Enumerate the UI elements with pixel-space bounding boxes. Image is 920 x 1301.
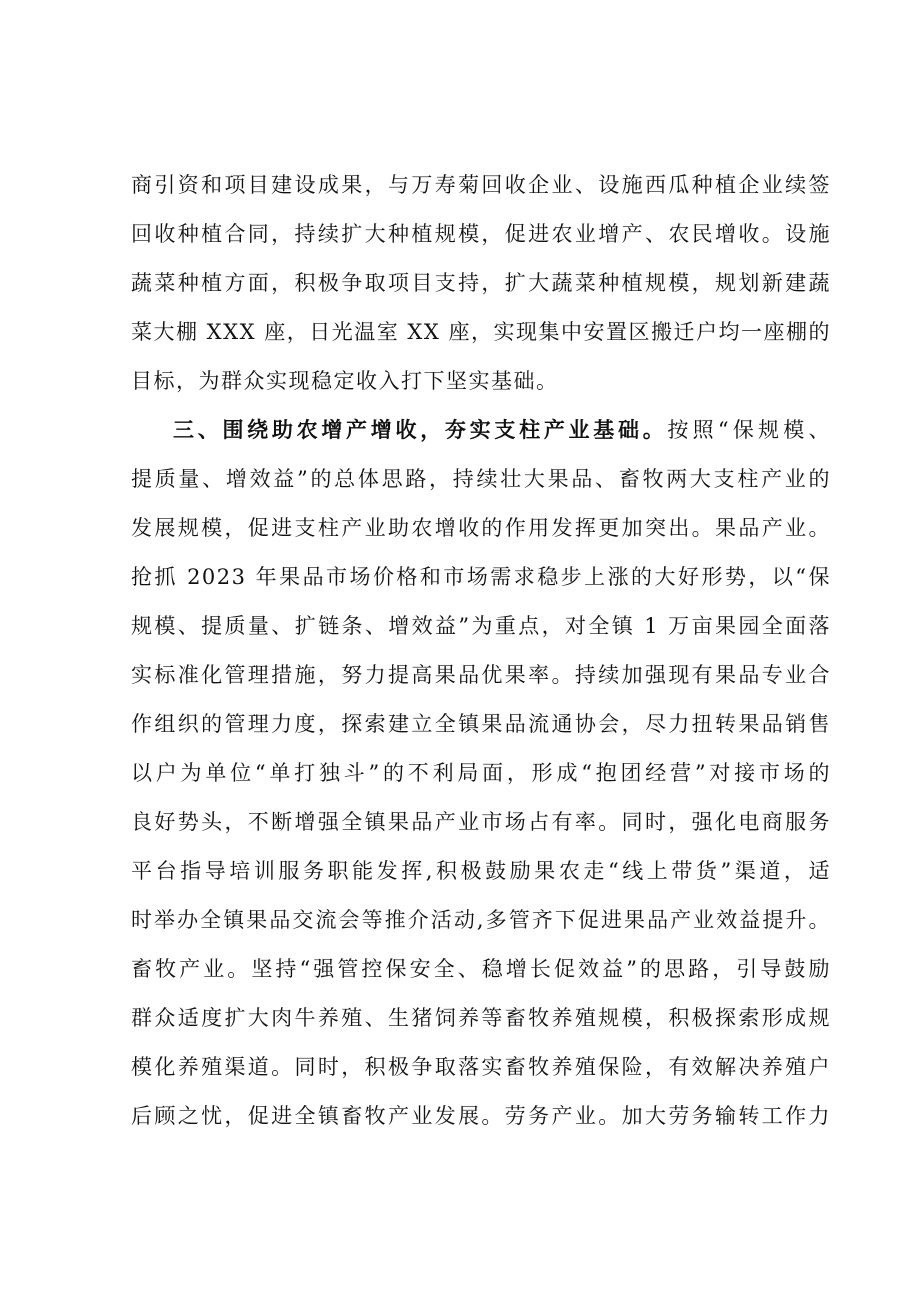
section-heading: 三、围绕助农增产增收，夯实支柱产业基础。 bbox=[173, 418, 668, 442]
paragraph-line: 商引资和项目建设成果，与万寿菊回收企业、设施西瓜种植企业续签 bbox=[131, 173, 831, 197]
paragraph-line: 目标，为群众实现稳定收入打下坚实基础。 bbox=[131, 369, 559, 393]
paragraph-line: 后顾之忧，促进全镇畜牧产业发展。劳务产业。加大劳务输转工作力 bbox=[131, 1104, 831, 1128]
paragraph-line: 抢抓 2023 年果品市场价格和市场需求稳步上涨的大好形势，以“保 bbox=[131, 565, 831, 589]
paragraph-line: 模化养殖渠道。同时，积极争取落实畜牧养殖保险，有效解决养殖户 bbox=[131, 1055, 831, 1079]
paragraph-text: 按照“保规模、 bbox=[667, 418, 831, 442]
paragraph-line: 作组织的管理力度，探索建立全镇果品流通协会，尽力扭转果品销售 bbox=[131, 712, 831, 736]
paragraph-line: 发展规模，促进支柱产业助农增收的作用发挥更加突出。果品产业。 bbox=[131, 516, 831, 540]
paragraph-line: 规模、提质量、扩链条、增效益”为重点，对全镇 1 万亩果园全面落 bbox=[131, 614, 831, 638]
paragraph-line: 以户为单位“单打独斗”的不利局面，形成“抱团经营”对接市场的 bbox=[131, 761, 831, 785]
body-text bbox=[131, 161, 831, 1141]
paragraph-line: 提质量、增效益”的总体思路，持续壮大果品、畜牧两大支柱产业的 bbox=[131, 467, 831, 491]
paragraph-line: 实标准化管理措施，努力提高果品优果率。持续加强现有果品专业合 bbox=[131, 663, 831, 687]
paragraph-line: 畜牧产业。坚持“强管控保安全、稳增长促效益”的思路，引导鼓励 bbox=[131, 957, 831, 981]
paragraph-line: 良好势头，不断增强全镇果品产业市场占有率。同时，强化电商服务 bbox=[131, 810, 831, 834]
paragraph-line: 蔬菜种植方面，积极争取项目支持，扩大蔬菜种植规模，规划新建蔬 bbox=[131, 271, 831, 295]
paragraph-line: 平台指导培训服务职能发挥,积极鼓励果农走“线上带货”渠道，适 bbox=[131, 859, 831, 883]
paragraph-line: 群众适度扩大肉牛养殖、生猪饲养等畜牧养殖规模，积极探索形成规 bbox=[131, 1006, 831, 1030]
paragraph-line: 回收种植合同，持续扩大种植规模，促进农业增产、农民增收。设施 bbox=[131, 222, 831, 246]
section-heading-line bbox=[131, 406, 831, 455]
paragraph-line: 菜大棚 XXX 座，日光温室 XX 座，实现集中安置区搬迁户均一座棚的 bbox=[131, 320, 831, 344]
paragraph-line: 时举办全镇果品交流会等推介活动,多管齐下促进果品产业效益提升。 bbox=[131, 908, 831, 932]
